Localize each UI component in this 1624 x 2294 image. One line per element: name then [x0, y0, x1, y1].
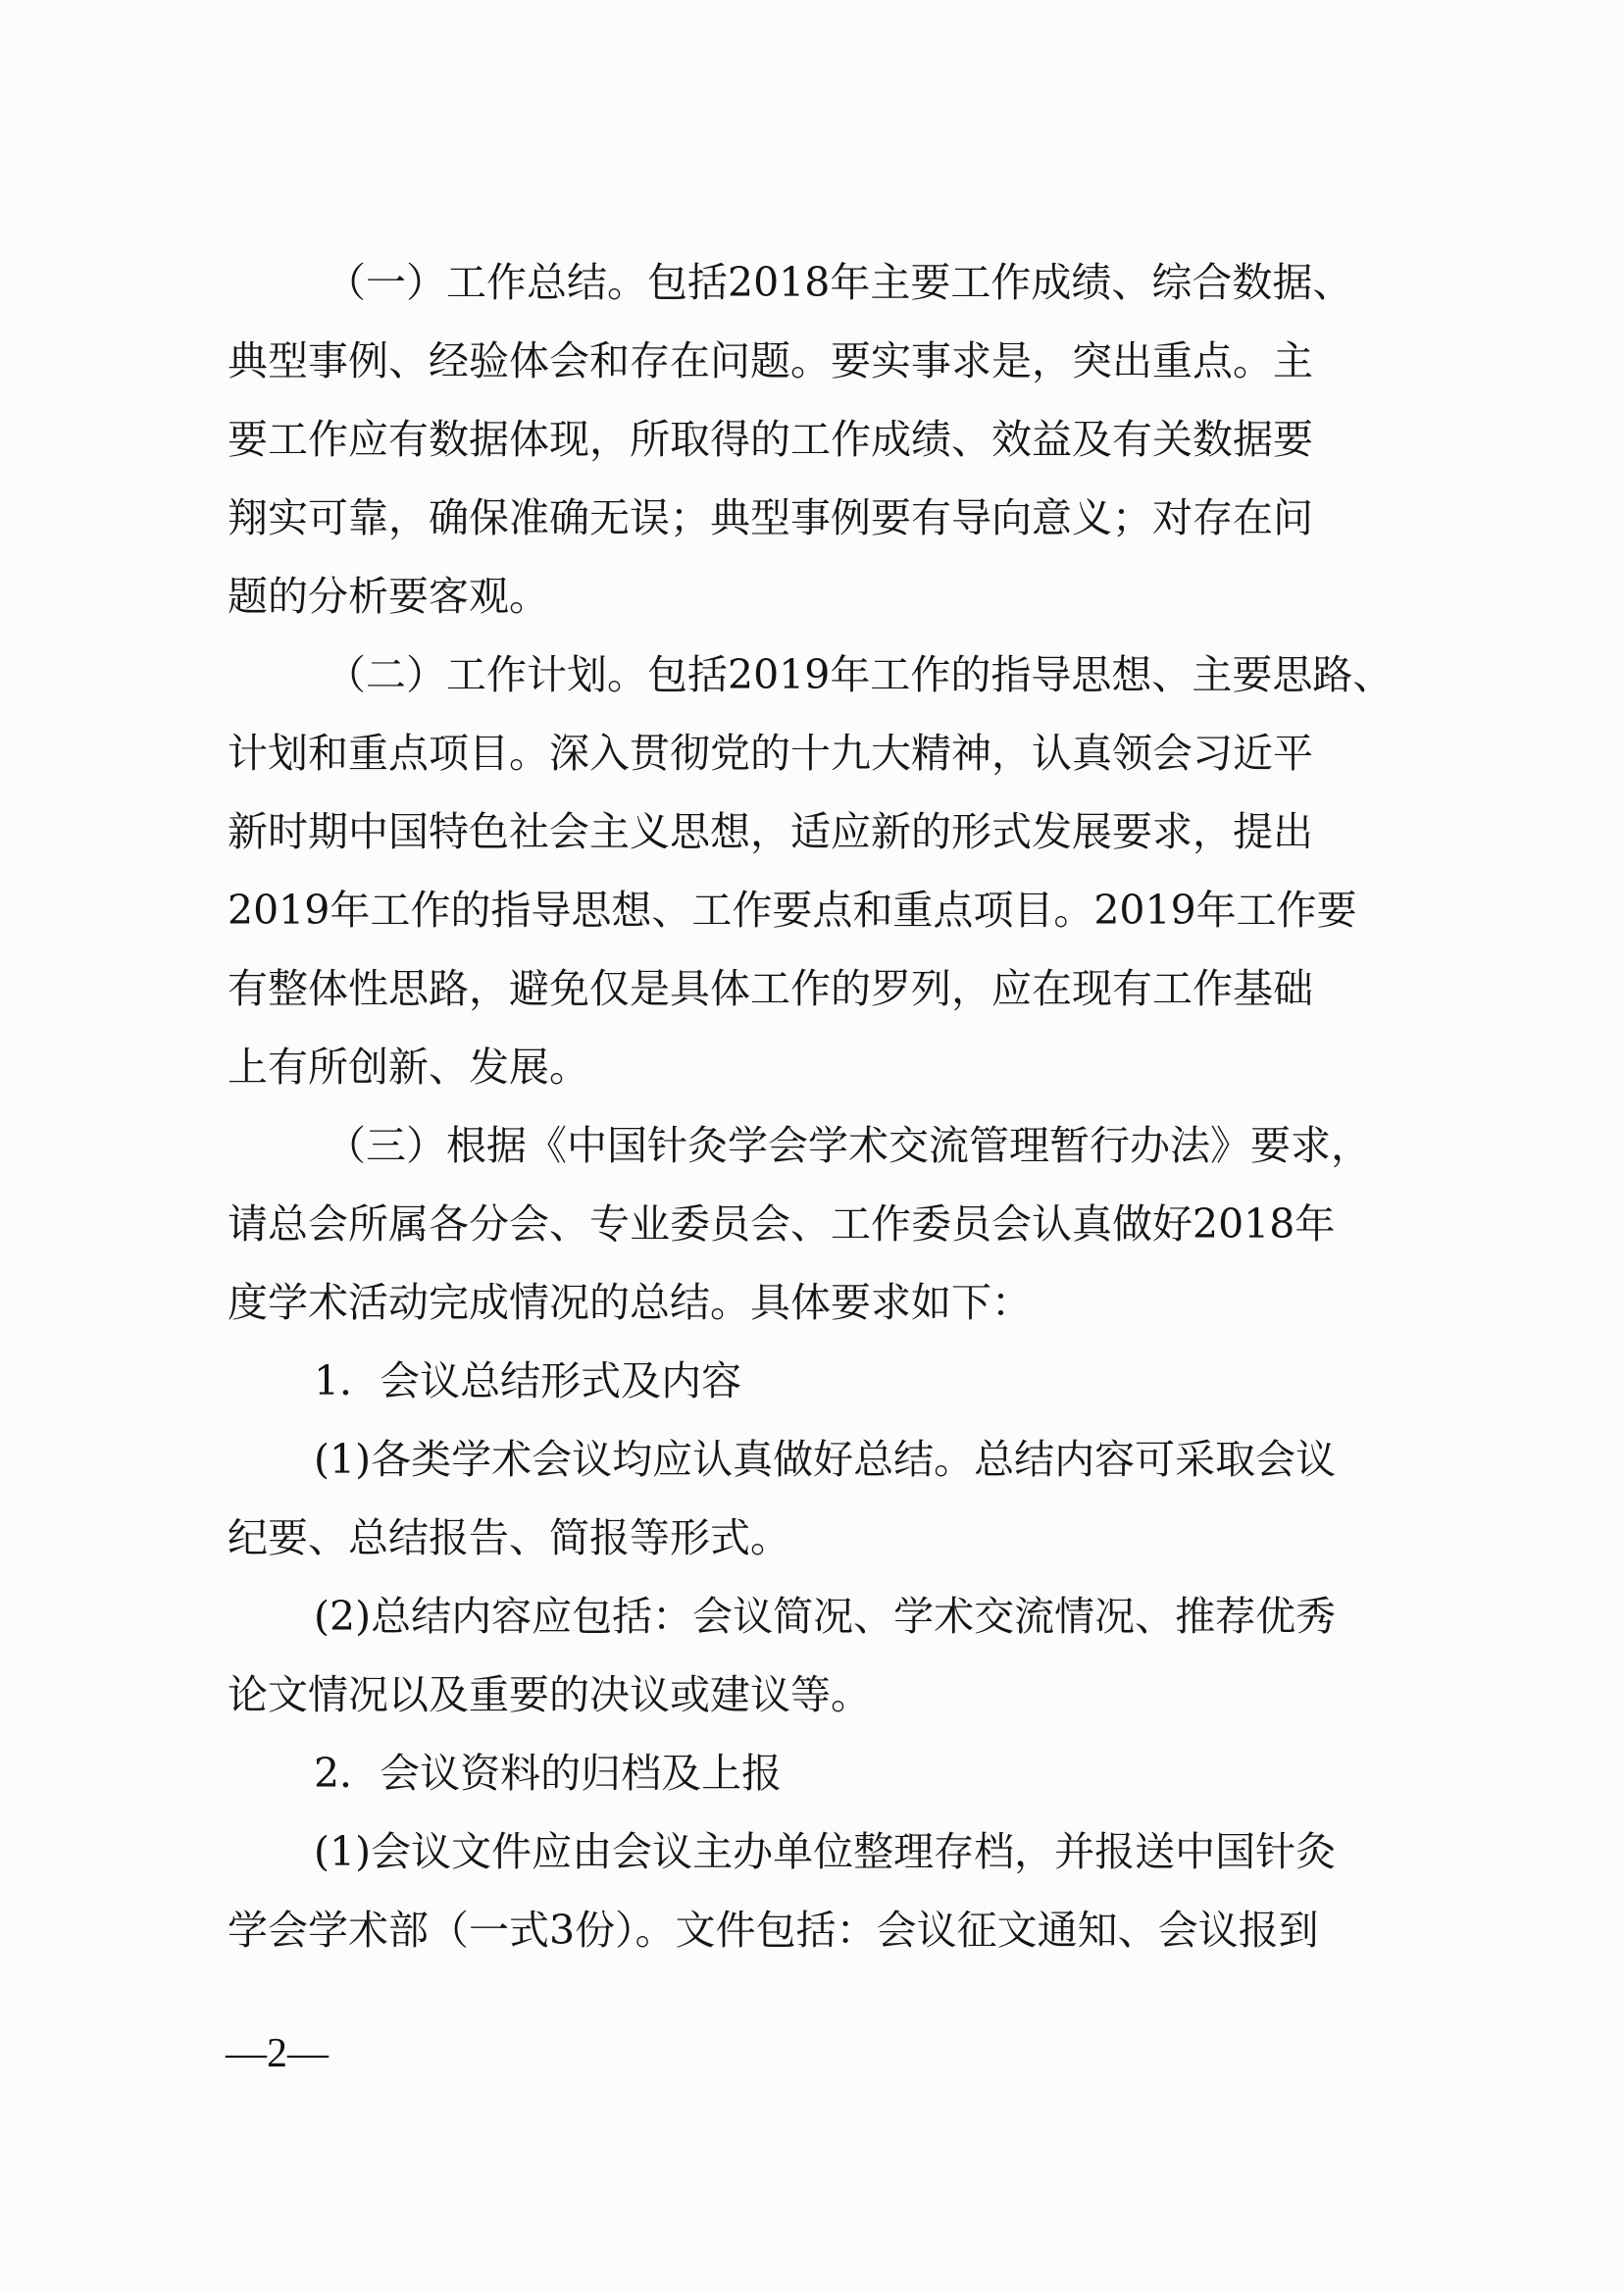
text-line: 翔实可靠，确保准确无误；典型事例要有导向意义；对存在问	[228, 494, 1313, 541]
text-line: (1)会议文件应由会议主办单位整理存档，并报送中国针灸	[314, 1828, 1337, 1875]
text-line: （二）工作计划。包括2019年工作的指导思想、主要思路、	[326, 651, 1394, 698]
text-line: 有整体性思路，避免仅是具体工作的罗列，应在现有工作基础	[228, 965, 1313, 1012]
text-line: 纪要、总结报告、简报等形式。	[228, 1514, 790, 1561]
text-line: 要工作应有数据体现，所取得的工作成绩、效益及有关数据要	[228, 416, 1313, 463]
text-line: 计划和重点项目。深入贯彻党的十九大精神，认真领会习近平	[228, 730, 1313, 777]
text-line: 学会学术部（一式3份）。文件包括：会议征文通知、会议报到	[228, 1907, 1319, 1954]
text-line: 典型事例、经验体会和存在问题。要实事求是，突出重点。主	[228, 337, 1313, 384]
text-line: (2)总结内容应包括：会议简况、学术交流情况、推荐优秀	[314, 1593, 1337, 1640]
text-line: 论文情况以及重要的决议或建议等。	[228, 1671, 871, 1718]
text-line: 题的分析要客观。	[228, 573, 549, 620]
text-line: （一）工作总结。包括2018年主要工作成绩、综合数据、	[326, 259, 1353, 306]
text-line: 2019年工作的指导思想、工作要点和重点项目。2019年工作要	[228, 887, 1357, 934]
section-heading: 2．会议资料的归档及上报	[314, 1750, 783, 1797]
section-heading: 1．会议总结形式及内容	[314, 1357, 742, 1404]
text-line: 请总会所属各分会、专业委员会、工作委员会认真做好2018年	[228, 1200, 1336, 1248]
text-line: 度学术活动完成情况的总结。具体要求如下：	[228, 1279, 1032, 1326]
page-number: —2—	[226, 2031, 329, 2076]
text-line: 上有所创新、发展。	[228, 1044, 589, 1091]
text-line: （三）根据《中国针灸学会学术交流管理暂行办法》要求，	[326, 1122, 1371, 1169]
text-line: (1)各类学术会议均应认真做好总结。总结内容可采取会议	[314, 1436, 1337, 1483]
text-line: 新时期中国特色社会主义思想，适应新的形式发展要求，提出	[228, 808, 1313, 855]
